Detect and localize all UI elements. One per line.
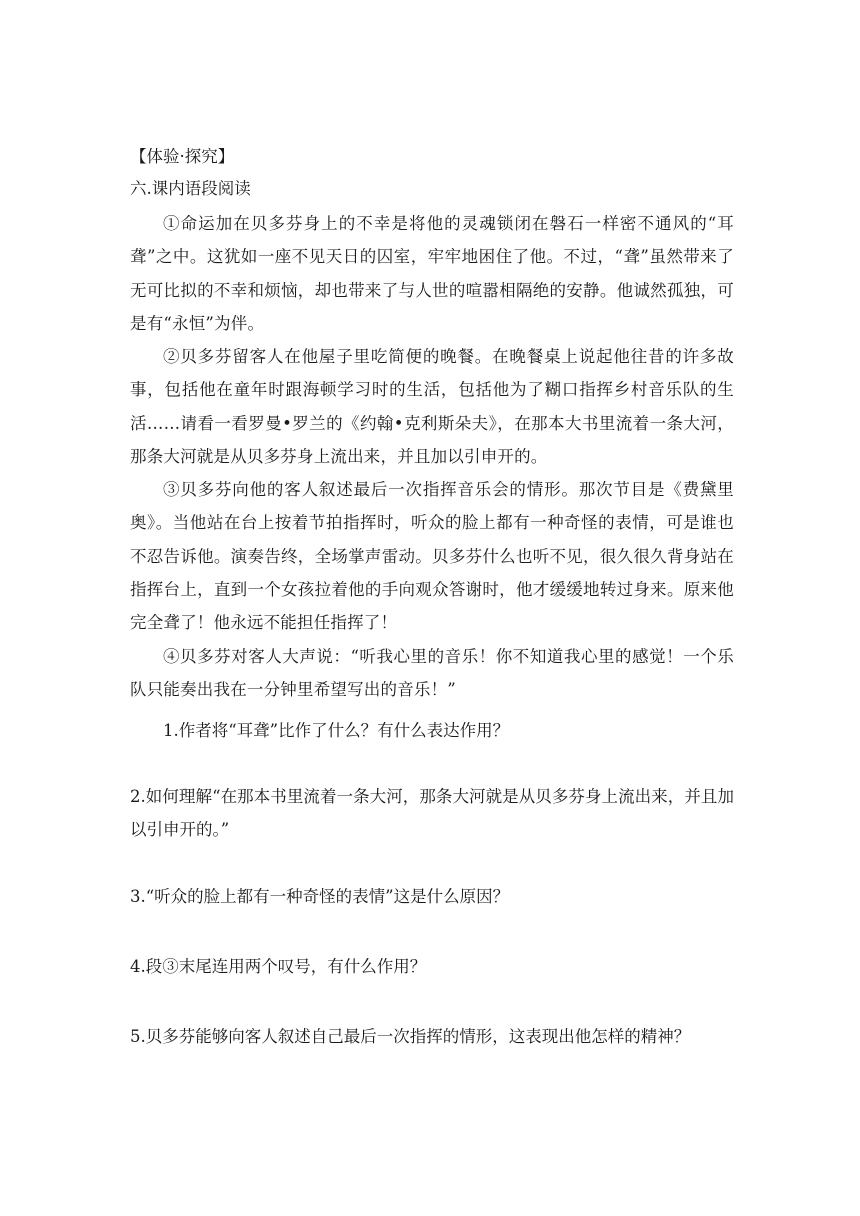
subsection-heading: 六.课内语段阅读 (130, 179, 251, 198)
paragraph-2: ②贝多芬留客人在他屋子里吃简便的晚餐。在晚餐桌上说起他往昔的许多故事，包括他在童年时跟海顿学习时的生活，包括他为了糊口指挥乡村音乐队的生活……请看一看罗曼•罗兰的《约翰•克利斯朵夫》，在那本大书里流着一条大河，那条大河就是从贝多芬身上流出来，并且加以引申开的。 (130, 347, 734, 466)
paragraph-1: ①命运加在贝多芬身上的不幸是将他的灵魂锁闭在磐石一样密不通风的“耳聋”之中。这犹如一座不见天日的囚室，牢牢地困住了他。不过，“聋”虽然带来了无可比拟的不幸和烦恼，却也带来了与人世的喧嚣相隔绝的安静。他诚然孤独，可是有“永恒”为伴。 (130, 214, 734, 333)
question-3: 3.“听众的脸上都有一种奇怪的表情”这是什么原因？ (130, 887, 510, 906)
section-heading: 【体验·探究】 (130, 147, 235, 166)
question-5: 5.贝多芬能够向客人叙述自己最后一次指挥的情形，这表现出他怎样的精神？ (130, 1027, 691, 1046)
question-1: 1.作者将“耳聋”比作了什么？有什么表达作用？ (163, 721, 510, 740)
paragraph-4: ④贝多芬对客人大声说：“听我心里的音乐！你不知道我心里的感觉！一个乐队只能奏出我在一分钟里希望写出的音乐！” (130, 647, 734, 700)
question-4: 4.段③末尾连用两个叹号，有什么作用？ (130, 957, 427, 976)
question-2: 2.如何理解“在那本书里流着一条大河，那条大河就是从贝多芬身上流出来，并且加以引申开的。” (130, 787, 734, 840)
paragraph-3: ③贝多芬向他的客人叙述最后一次指挥音乐会的情形。那次节目是《费黛里奥》。当他站在台上按着节拍指挥时，听众的脸上都有一种奇怪的表情，可是谁也不忍告诉他。演奏告终，全场掌声雷动。贝多芬什么也听不见，很久很久背身站在指挥台上，直到一个女孩拉着他的手向观众答谢时，他才缓缓地转过身来。原来他完全聋了！他永远不能担任指挥了！ (130, 480, 734, 633)
